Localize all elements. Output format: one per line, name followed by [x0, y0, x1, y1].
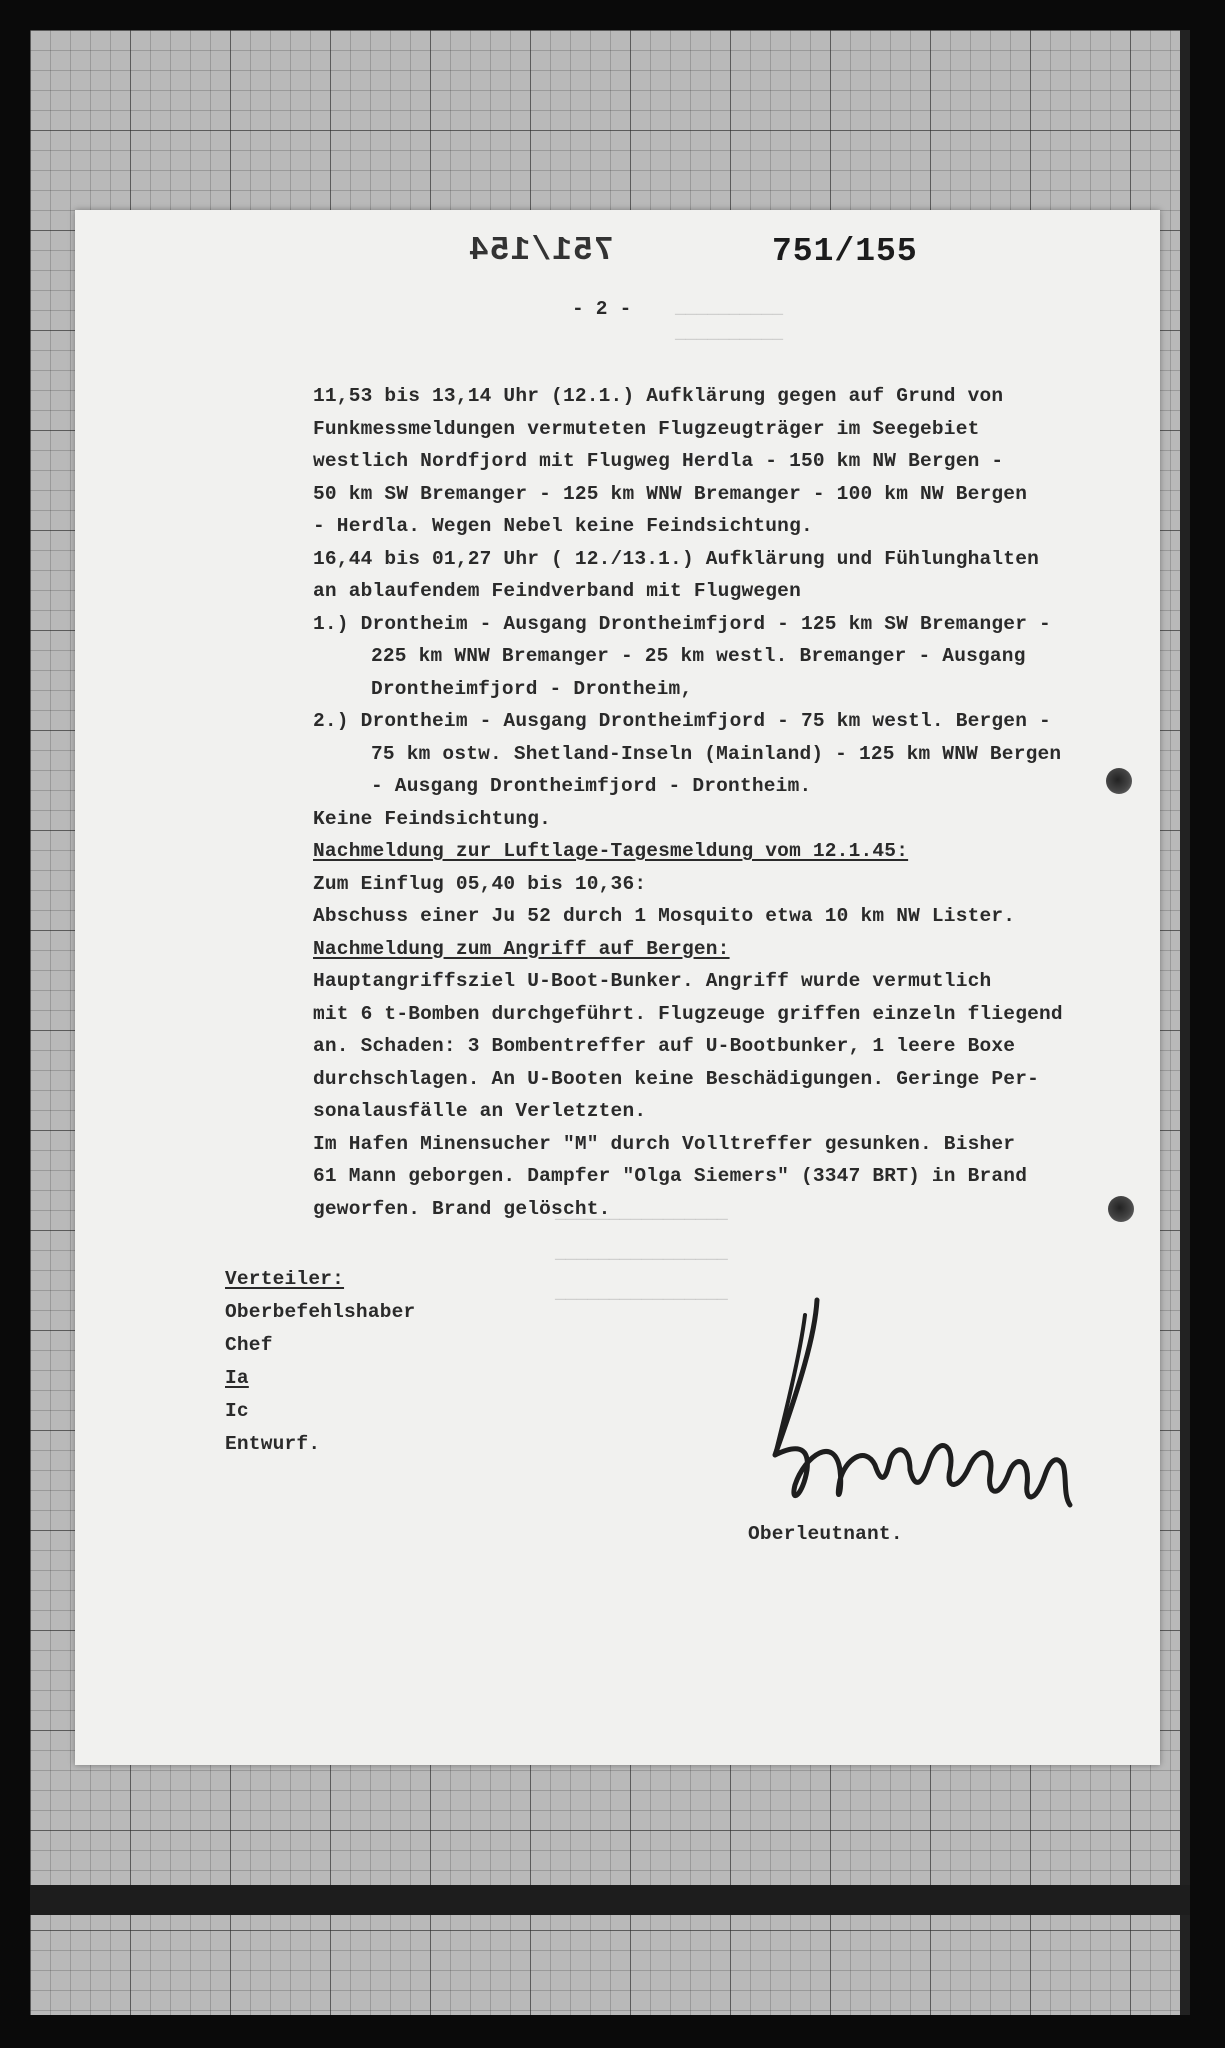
body-line: 50 km SW Bremanger - 125 km WNW Bremanger - 100 km NW Bergen [313, 482, 1028, 505]
document-number: 751/155 [772, 233, 918, 270]
body-line: 225 km WNW Bremanger - 25 km westl. Bremanger - Ausgang [371, 645, 1026, 667]
body-line: - Herdla. Wegen Nebel keine Feindsichtung. [313, 515, 813, 537]
mirrored-doc-number: 751/154 [468, 232, 614, 269]
distribution-list [225, 1263, 415, 1461]
bleed-through-text: —————————— [675, 305, 784, 325]
body-line: sonalausfälle an Verletzten. [313, 1100, 647, 1122]
bleed-through-text: ———————————————— [555, 1290, 728, 1310]
body-line: an ablaufendem Feindverband mit Flugwegen [313, 580, 801, 602]
section-heading: Nachmeldung zur Luftlage-Tagesmeldung vom 12.1.45: [313, 840, 909, 862]
film-edge-bottom [30, 1885, 1190, 1915]
handwritten-signature [745, 1295, 1085, 1520]
distribution-item: Ia [225, 1367, 249, 1389]
film-edge [1180, 30, 1190, 2015]
body-line: - Ausgang Drontheimfjord - Drontheim. [371, 775, 812, 797]
body-line: 75 km ostw. Shetland-Inseln (Mainland) - 125 km WNW Bergen [371, 742, 1062, 765]
page-marker: - 2 - [572, 298, 632, 320]
bleed-through-text: ———————————————— [555, 1210, 728, 1230]
bleed-through-text: —————————— [675, 330, 784, 350]
body-line: Keine Feindsichtung. [313, 807, 552, 830]
body-line: Abschuss einer Ju 52 durch 1 Mosquito etwa 10 km NW Lister. [313, 905, 1016, 927]
report-body [313, 380, 1063, 1225]
body-line: Zum Einflug 05,40 bis 10,36: [313, 872, 647, 895]
body-line: geworfen. Brand gelöscht. [313, 1197, 611, 1220]
body-line: 2.) Drontheim - Ausgang Drontheimfjord - 75 km westl. Bergen - [313, 710, 1051, 732]
distribution-item: Oberbefehlshaber [225, 1301, 416, 1323]
body-line: mit 6 t-Bomben durchgeführt. Flugzeuge griffen einzeln fliegend [313, 1002, 1063, 1025]
body-line: Funkmessmeldungen vermuteten Flugzeugträger im Seegebiet [313, 417, 980, 440]
punch-hole [1106, 768, 1132, 794]
distribution-item: Chef [225, 1334, 273, 1356]
section-heading: Nachmeldung zum Angriff auf Bergen: [313, 937, 730, 960]
body-line: Im Hafen Minensucher "M" durch Volltreffer gesunken. Bisher [313, 1132, 1016, 1155]
body-line: 16,44 bis 01,27 Uhr ( 12./13.1.) Aufklärung und Fühlunghalten [313, 547, 1040, 570]
distribution-heading: Verteiler: [225, 1268, 345, 1290]
signatory-rank: Oberleutnant. [748, 1523, 903, 1545]
distribution-item: Entwurf. [225, 1433, 321, 1455]
body-line: 11,53 bis 13,14 Uhr (12.1.) Aufklärung gegen auf Grund von [313, 385, 1004, 407]
body-line: 61 Mann geborgen. Dampfer "Olga Siemers" (3347 BRT) in Brand [313, 1165, 1028, 1187]
body-line: 1.) Drontheim - Ausgang Drontheimfjord - 125 km SW Bremanger - [313, 612, 1051, 635]
body-line: Drontheimfjord - Drontheim, [371, 677, 693, 700]
body-line: durchschlagen. An U-Booten keine Beschädigungen. Geringe Per- [313, 1067, 1040, 1090]
body-line: Hauptangriffsziel U-Boot-Bunker. Angriff wurde vermutlich [313, 970, 992, 992]
punch-hole [1108, 1196, 1134, 1222]
bleed-through-text: ———————————————— [555, 1250, 728, 1270]
body-line: an. Schaden: 3 Bombentreffer auf U-Bootbunker, 1 leere Boxe [313, 1035, 1016, 1057]
body-line: westlich Nordfjord mit Flugweg Herdla - 150 km NW Bergen - [313, 450, 1004, 472]
distribution-item: Ic [225, 1400, 249, 1422]
